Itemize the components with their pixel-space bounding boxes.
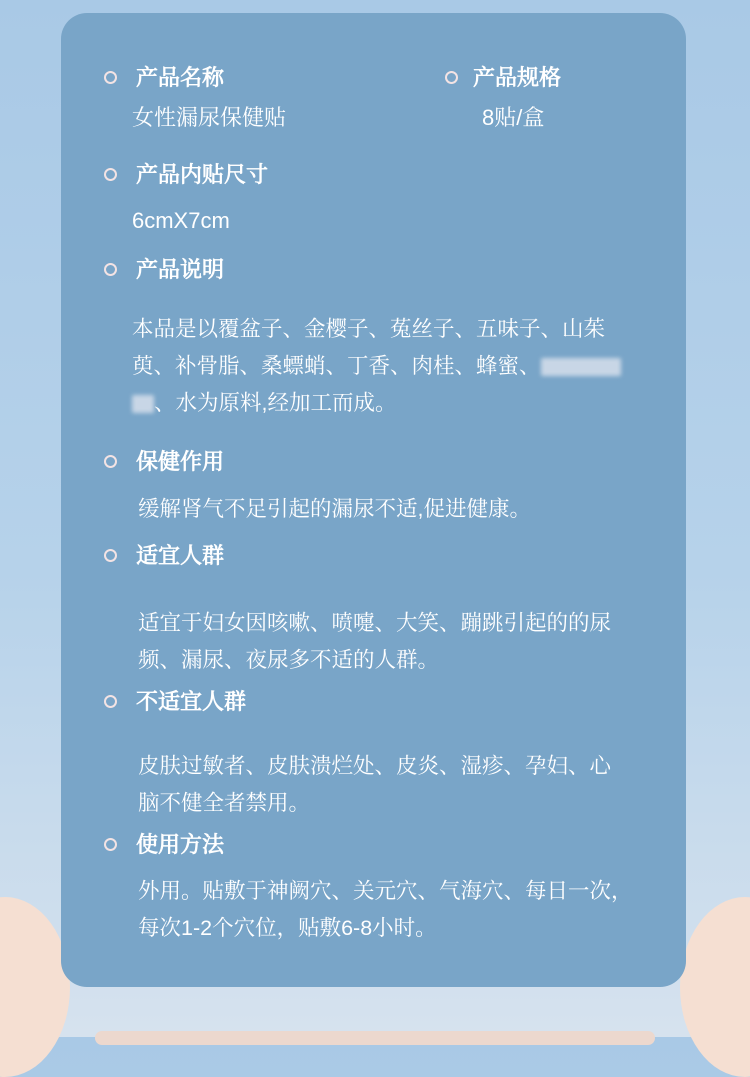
health-effect-line: 缓解肾气不足引起的漏尿不适,促进健康。	[138, 497, 531, 521]
description-line	[132, 348, 672, 385]
circle-bullet-icon	[104, 455, 117, 468]
unsuitable-text	[138, 748, 678, 822]
usage-label: 使用方法	[136, 832, 225, 857]
description-text	[132, 311, 672, 422]
patch-size-value: 6cmX7cm	[132, 208, 230, 233]
decorative-bottom-strip	[95, 1031, 655, 1045]
suitable-label: 适宜人群	[136, 543, 225, 568]
suitable-line: 适宜于妇女因咳嗽、喷嚏、大笑、蹦跳引起的的尿	[138, 611, 612, 635]
blurred-text-redaction	[541, 358, 621, 376]
blurred-text-redaction	[132, 395, 154, 413]
circle-bullet-icon	[104, 695, 117, 708]
unsuitable-line: 脑不健全者禁用。	[138, 791, 311, 815]
decorative-corner-right	[680, 897, 750, 1077]
product-name-value: 女性漏尿保健贴	[132, 105, 287, 130]
description-label: 产品说明	[136, 257, 225, 282]
usage-line: 每次1-2个穴位，贴敷6-8小时。	[138, 916, 437, 940]
description-line-text: 、水为原料,经加工而成。	[154, 391, 397, 415]
circle-bullet-icon	[104, 549, 117, 562]
description-line	[132, 385, 672, 422]
patch-size-label: 产品内贴尺寸	[136, 162, 269, 187]
health-effect-text	[138, 491, 678, 528]
usage-text	[138, 873, 678, 947]
unsuitable-label: 不适宜人群	[136, 689, 247, 714]
circle-bullet-icon	[104, 838, 117, 851]
product-info-card	[61, 13, 686, 987]
health-effect-label: 保健作用	[136, 449, 225, 474]
product-name-label: 产品名称	[136, 65, 225, 90]
circle-bullet-icon	[445, 71, 458, 84]
description-line-text: 萸、补骨脂、桑螵蛸、丁香、肉桂、蜂蜜、	[132, 354, 541, 378]
unsuitable-line: 皮肤过敏者、皮肤溃烂处、皮炎、湿疹、孕妇、心	[138, 754, 612, 778]
product-spec-value: 8贴/盒	[482, 105, 545, 130]
description-line: 本品是以覆盆子、金樱子、菟丝子、五味子、山茱	[132, 317, 606, 341]
circle-bullet-icon	[104, 263, 117, 276]
suitable-line: 频、漏尿、夜尿多不适的人群。	[138, 648, 440, 672]
decorative-corner-left	[0, 897, 70, 1077]
circle-bullet-icon	[104, 168, 117, 181]
usage-line: 外用。贴敷于神阙穴、关元穴、气海穴、每日一次，	[138, 879, 633, 903]
product-spec-label: 产品规格	[473, 65, 562, 90]
circle-bullet-icon	[104, 71, 117, 84]
suitable-text	[138, 605, 678, 679]
